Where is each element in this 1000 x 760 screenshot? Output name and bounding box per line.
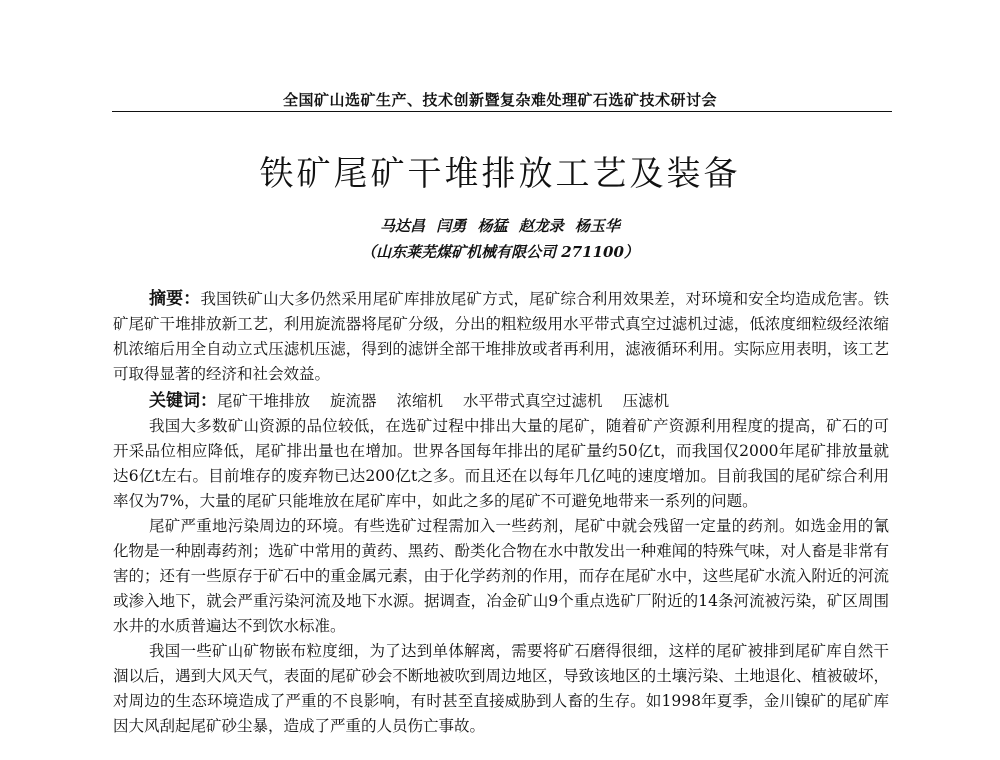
abstract-label: 摘要： — [149, 289, 201, 309]
abstract — [113, 287, 889, 387]
keyword: 水平带式真空过滤机 — [463, 392, 603, 410]
keyword: 压滤机 — [622, 392, 670, 410]
keyword: 尾矿干堆排放 — [217, 392, 311, 410]
body-paragraph: 尾矿严重地污染周边的环境。有些选矿过程需加入一些药剂，尾矿中就会残留一定量的药剂。如选金用的氰化物是一种剧毒药剂；选矿中常用的黄药、黑药、酚类化合物在水中散发出一种难闻的特殊气味，对人畜是非常有害的；还有一些原存于矿石中的重金属元素，由于化学药剂的作用，而存在尾矿水中，这些尾矿水流入附近的河流或渗入地下，就会严重污染河流及地下水源。据调查，冶金矿山9个重点选矿厂附近的14条河流被污染，矿区周围水井的水质普遍达不到饮水标准。 — [113, 517, 889, 635]
keywords-label: 关键词： — [149, 391, 217, 411]
article-title: 铁矿尾矿干堆排放工艺及装备 — [259, 154, 741, 194]
abstract-text: 我国铁矿山大多仍然采用尾矿库排放尾矿方式，尾矿综合利用效果差，对环境和安全均造成危害。铁矿尾矿干堆排放新工艺，利用旋流器将尾矿分级，分出的粗粒级用水平带式真空过滤机过滤，低浓度细粒级经浓缩机浓缩后用全自动立式压滤机压滤，得到的滤饼全部干堆排放或者再利用，滤液循环利用。实际应用表明，该工艺可取得显著的经济和社会效益。 — [113, 290, 890, 383]
running-header: 全国矿山选矿生产、技术创新暨复杂难处理矿石选矿技术研讨会 — [282, 91, 717, 109]
body-paragraph: 我国一些矿山矿物嵌布粒度细，为了达到单体解离，需要将矿石磨得很细，这样的尾矿被排到尾矿库自然干涸以后，遇到大风天气，表面的尾矿砂会不断地被吹到周边地区，导致该地区的土壤污染、土地退化、植被破坏，对周边的生态环境造成了严重的不良影响，有时甚至直接威胁到人畜的生存。如1998年夏季，金川镍矿的尾矿库因大风刮起尾矿砂尘暴，造成了严重的人员伤亡事故。 — [113, 642, 889, 735]
keywords — [113, 389, 889, 414]
author-list: 马达昌 闫勇 杨猛 赵龙录 杨玉华 — [380, 217, 620, 235]
body-text — [113, 414, 889, 739]
body-paragraph: 我国大多数矿山资源的品位较低，在选矿过程中排出大量的尾矿，随着矿产资源利用程度的提高，矿石的可开采品位相应降低，尾矿排出量也在增加。世界各国每年排出的尾矿量约50亿t，而我国仅2000年尾矿排放量就达6亿t左右。目前堆存的废弃物已达200亿t之多。而且还在以每年几亿吨的速度增加。目前我国的尾矿综合利用率仅为7%，大量的尾矿只能堆放在尾矿库中，如此之多的尾矿不可避免地带来一系列的问题。 — [113, 417, 889, 510]
affiliation: （山东莱芜煤矿机械有限公司 271100） — [361, 243, 639, 261]
keyword: 旋流器 — [330, 392, 377, 410]
header-rule — [112, 111, 892, 112]
keyword: 浓缩机 — [396, 392, 444, 410]
